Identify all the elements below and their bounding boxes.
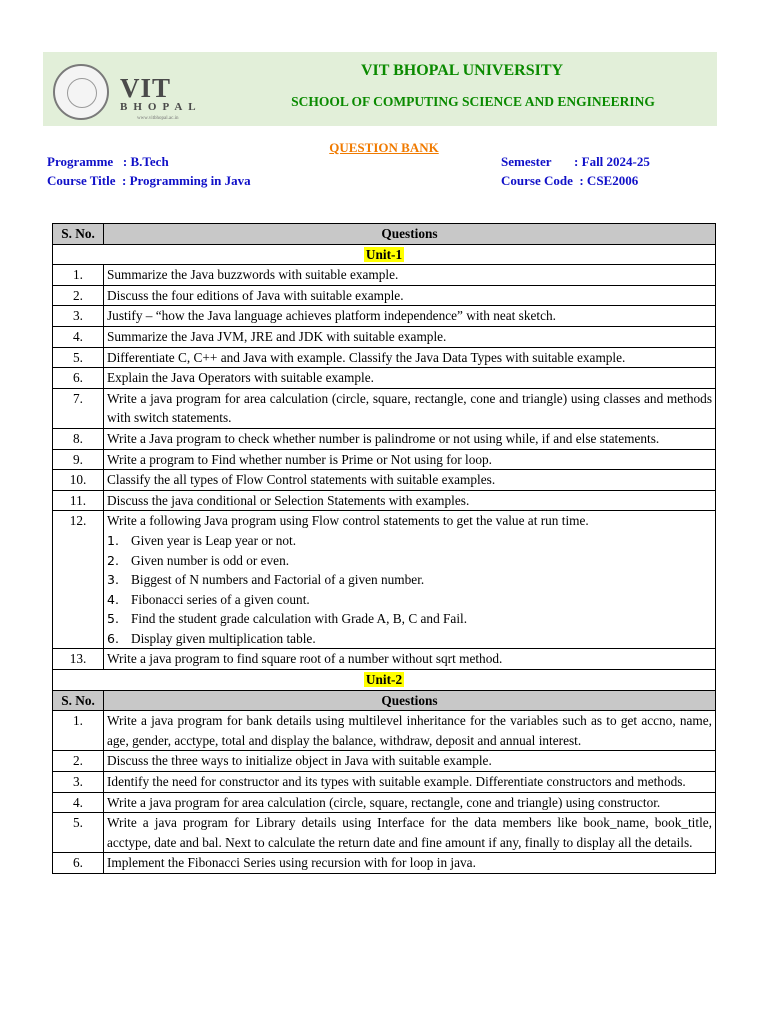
question-text xyxy=(104,792,716,813)
question-text xyxy=(104,490,716,511)
question-text xyxy=(104,470,716,491)
table-row xyxy=(53,813,716,853)
question-body: Write a java program for area calculation (circle, square, rectangle, cone and triangle) using classes and methods with switch statements. xyxy=(107,390,712,426)
sub-question xyxy=(107,629,712,649)
seal-icon xyxy=(53,64,109,120)
course-code: Course Code : CSE2006 xyxy=(501,173,639,188)
question-number: 11. xyxy=(53,490,104,511)
question-text xyxy=(104,449,716,470)
question-text xyxy=(104,853,716,874)
unit-label: Unit-1 xyxy=(365,246,403,262)
question-body: Identify the need for constructor and its types with suitable example. Differentiate constructors and methods. xyxy=(107,774,686,790)
question-text xyxy=(104,368,716,389)
col-questions: Questions xyxy=(104,690,716,711)
question-body: Discuss the three ways to initialize object in Java with suitable example. xyxy=(107,753,492,769)
table-row xyxy=(53,490,716,511)
question-text xyxy=(104,326,716,347)
question-body: Classify the all types of Flow Control statements with suitable examples. xyxy=(107,472,496,488)
question-body: Discuss the java conditional or Selection Statements with examples. xyxy=(107,492,470,508)
sub-question-number: 1. xyxy=(107,532,119,548)
table-row xyxy=(53,306,716,327)
table-row xyxy=(53,388,716,428)
sub-question xyxy=(107,531,712,551)
question-body: Write a Java program to check whether number is palindrome or not using while, if and else statements. xyxy=(107,430,660,446)
question-table xyxy=(52,223,716,874)
sub-question xyxy=(107,609,712,629)
header-banner xyxy=(43,52,717,126)
sub-question-text: Fibonacci series of a given count. xyxy=(131,591,310,607)
sub-question-number: 5. xyxy=(107,611,119,627)
table-row xyxy=(53,792,716,813)
table-row xyxy=(53,649,716,670)
question-number: 10. xyxy=(53,470,104,491)
question-number: 9. xyxy=(53,449,104,470)
question-number: 3. xyxy=(53,306,104,327)
question-text xyxy=(104,306,716,327)
question-body: Differentiate C, C++ and Java with example. Classify the Java Data Types with suitable example. xyxy=(107,349,626,365)
question-text xyxy=(104,285,716,306)
col-sno: S. No. xyxy=(53,224,104,245)
logo-subtitle: BHOPAL xyxy=(120,101,202,113)
table-row xyxy=(53,772,716,793)
unit-row xyxy=(53,244,716,265)
question-text xyxy=(104,751,716,772)
school-name: SCHOOL OF COMPUTING SCIENCE AND ENGINEERING xyxy=(291,94,655,109)
table-row xyxy=(53,853,716,874)
question-number: 6. xyxy=(53,368,104,389)
question-body: Explain the Java Operators with suitable example. xyxy=(107,370,374,386)
table-row xyxy=(53,751,716,772)
sub-question xyxy=(107,570,712,590)
table-header xyxy=(53,690,716,711)
question-body: Implement the Fibonacci Series using recursion with for loop in java. xyxy=(107,855,476,871)
unit2-body xyxy=(53,711,716,874)
question-text xyxy=(104,649,716,670)
question-number: 8. xyxy=(53,428,104,449)
col-sno: S. No. xyxy=(53,690,104,711)
page-title: QUESTION BANK xyxy=(329,140,439,155)
table-row xyxy=(53,449,716,470)
question-text xyxy=(104,388,716,428)
question-body: Write a following Java program using Flow control statements to get the value at run time. xyxy=(107,513,589,529)
question-number: 5. xyxy=(53,813,104,853)
question-body: Summarize the Java buzzwords with suitable example. xyxy=(107,267,399,283)
question-number: 2. xyxy=(53,285,104,306)
unit-row xyxy=(53,670,716,691)
sub-question-text: Find the student grade calculation with Grade A, B, C and Fail. xyxy=(131,611,468,627)
question-text xyxy=(104,772,716,793)
question-text xyxy=(104,711,716,751)
table-row xyxy=(53,347,716,368)
table-row xyxy=(53,511,716,649)
question-body: Write a java program for bank details using multilevel inheritance for the variables such as to get accno, name, age, gender, acctype, total and display the balance, withdraw, deposit and annual interest. xyxy=(107,713,712,748)
question-text xyxy=(104,813,716,853)
question-text xyxy=(104,347,716,368)
sub-question-number: 6. xyxy=(107,630,119,646)
sub-question-number: 2. xyxy=(107,552,119,568)
table-row xyxy=(53,326,716,347)
question-text xyxy=(104,511,716,649)
sub-question-number: 3. xyxy=(107,572,119,588)
unit-label: Unit-2 xyxy=(365,672,403,688)
sub-question-number: 4. xyxy=(107,591,119,607)
question-number: 4. xyxy=(53,792,104,813)
question-number: 7. xyxy=(53,388,104,428)
question-body: Write a java program to find square root of a number without sqrt method. xyxy=(107,651,503,667)
col-questions: Questions xyxy=(104,224,716,245)
logo-title: VIT xyxy=(120,73,172,103)
sub-question-text: Display given multiplication table. xyxy=(131,630,316,646)
semester: Semester : Fall 2024-25 xyxy=(501,154,650,169)
question-number: 13. xyxy=(53,649,104,670)
question-text xyxy=(104,265,716,286)
sub-question xyxy=(107,590,712,610)
question-number: 1. xyxy=(53,265,104,286)
university-logo xyxy=(53,64,203,120)
table-row xyxy=(53,470,716,491)
table-row xyxy=(53,265,716,286)
logo-web: www.vitbhopal.ac.in xyxy=(137,116,179,121)
question-body: Justify – “how the Java language achieves platform independence” with neat sketch. xyxy=(107,308,556,324)
question-number: 5. xyxy=(53,347,104,368)
table-row xyxy=(53,711,716,751)
question-number: 12. xyxy=(53,511,104,649)
question-text xyxy=(104,428,716,449)
question-body: Write a java program for Library details using Interface for the data members like book_name, book_title, acctype, date and bal. Next to calculate the return date and fine amount if any, finally to display all the details. xyxy=(107,815,712,850)
programme: Programme : B.Tech xyxy=(47,154,169,169)
table-row xyxy=(53,285,716,306)
university-name: VIT BHOPAL UNIVERSITY xyxy=(360,62,564,79)
table-row xyxy=(53,428,716,449)
question-number: 1. xyxy=(53,711,104,751)
question-number: 3. xyxy=(53,772,104,793)
course-title: Course Title : Programming in Java xyxy=(47,173,251,188)
sub-question-text: Biggest of N numbers and Factorial of a given number. xyxy=(131,572,425,588)
question-number: 2. xyxy=(53,751,104,772)
sub-question-text: Given number is odd or even. xyxy=(131,552,290,568)
question-body: Write a java program for area calculation (circle, square, rectangle, cone and triangle) using constructor. xyxy=(107,794,661,810)
unit1-body xyxy=(53,265,716,670)
question-number: 6. xyxy=(53,853,104,874)
question-number: 4. xyxy=(53,326,104,347)
sub-question-text: Given year is Leap year or not. xyxy=(131,532,297,548)
table-row xyxy=(53,368,716,389)
sub-question xyxy=(107,551,712,571)
table-header xyxy=(53,224,716,245)
question-body: Summarize the Java JVM, JRE and JDK with suitable example. xyxy=(107,328,447,344)
question-body: Write a program to Find whether number is Prime or Not using for loop. xyxy=(107,451,493,467)
question-body: Discuss the four editions of Java with suitable example. xyxy=(107,287,404,303)
